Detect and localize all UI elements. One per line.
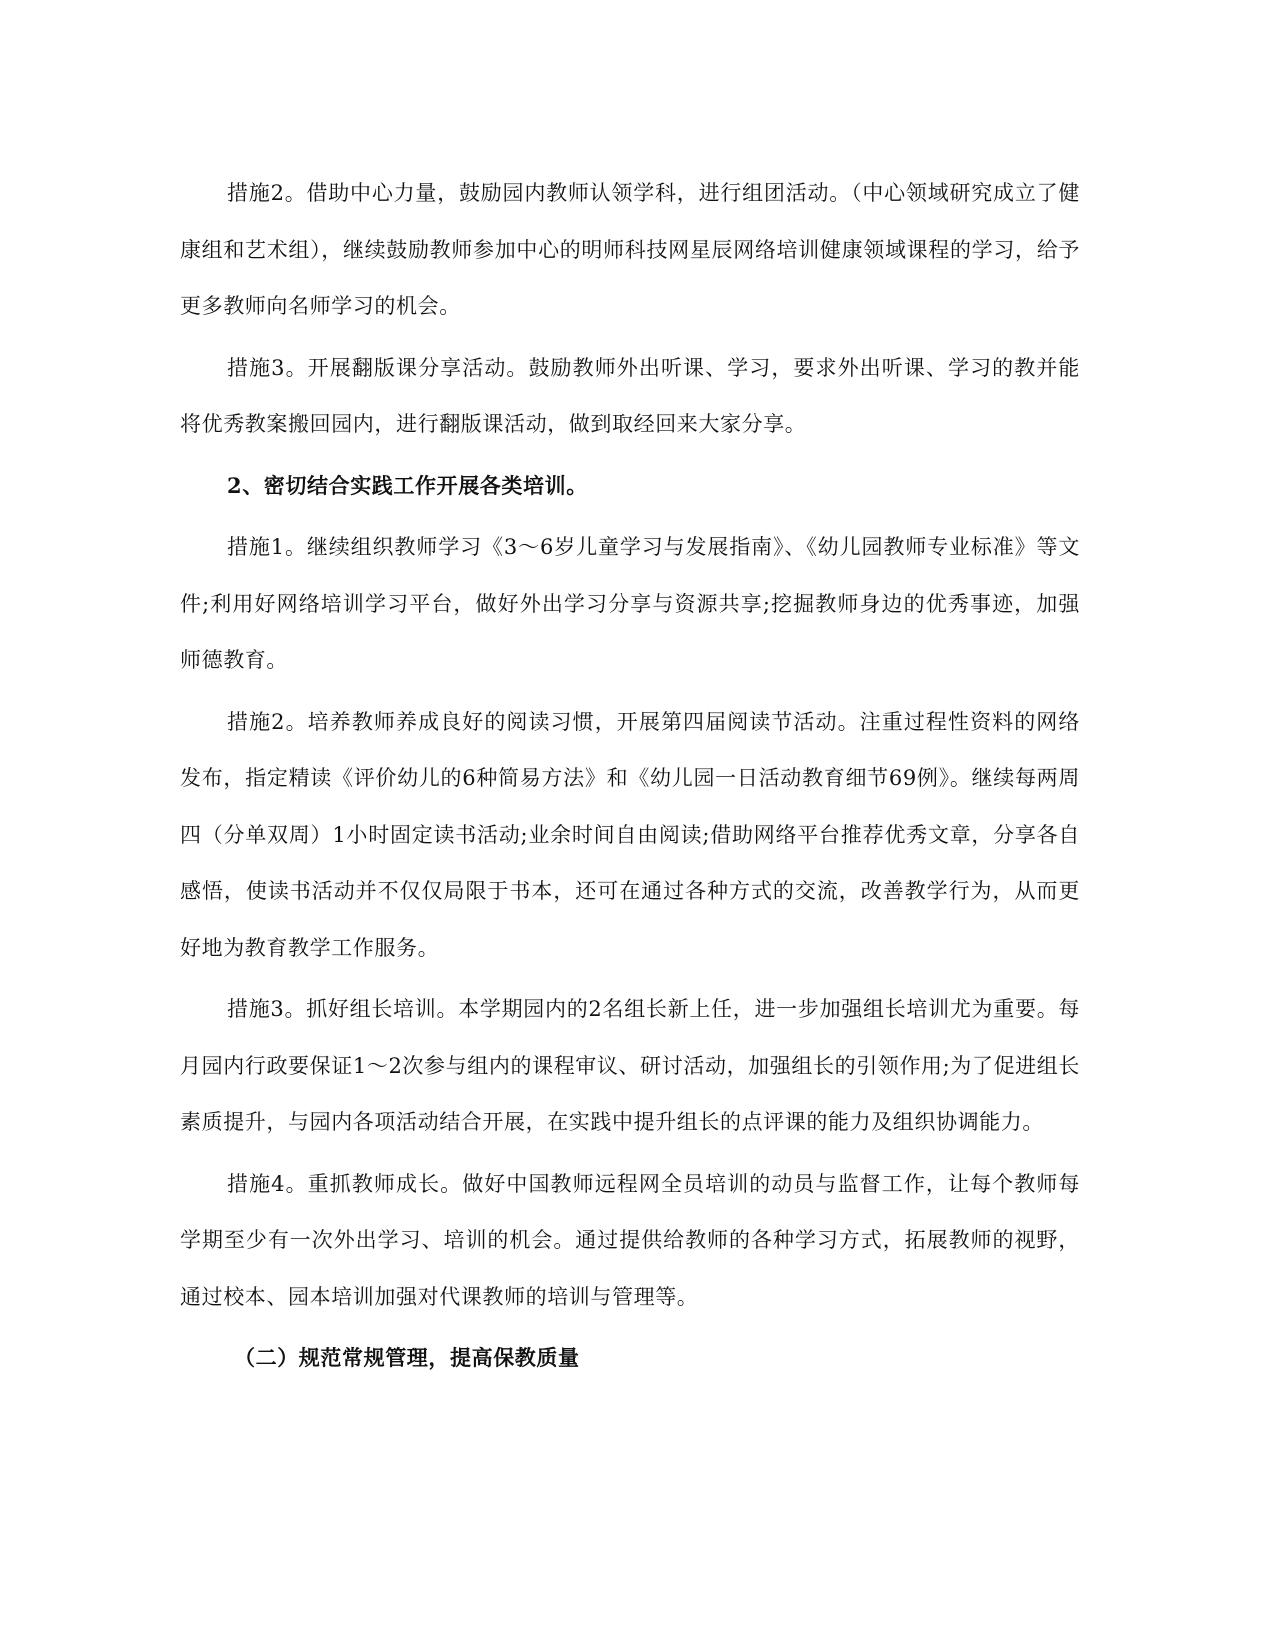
paragraph-measure-4-teacher-growth: 措施4。重抓教师成长。做好中国教师远程网全员培训的动员与监督工作，让每个教师每学期至少有一次外出学习、培训的机会。通过提供给教师的各种学习方式，拓展教师的视野，通过校本、园本培训加强对代课教师的培训与管理等。	[180, 1171, 1080, 1309]
heading-practice-training: 2、密切结合实践工作开展各类培训。	[227, 472, 588, 498]
section-heading-routine-management: （二）规范常规管理，提高保教质量	[234, 1345, 580, 1370]
paragraph-measure-3-flipped-class: 措施3。开展翻版课分享活动。鼓励教师外出听课、学习，要求外出听课、学习的教并能将优秀教案搬回园内，进行翻版课活动，做到取经回来大家分享。	[180, 355, 1080, 436]
document-body	[180, 165, 1080, 1387]
paragraph-measure-2-reading: 措施2。培养教师养成良好的阅读习惯，开展第四届阅读节活动。注重过程性资料的网络发布，指定精读《评价幼儿的6种简易方法》和《幼儿园一日活动教育细节69例》。继续每两周四（分单双周）1小时固定读书活动;业余时间自由阅读;借助网络平台推荐优秀文章，分享各自感悟，使读书活动并不仅仅局限于书本，还可在通过各种方式的交流，改善教学行为，从而更好地为教育教学工作服务。	[180, 709, 1080, 960]
paragraph-measure-3-group-leader: 措施3。抓好组长培训。本学期园内的2名组长新上任，进一步加强组长培训尤为重要。每月园内行政要保证1～2次参与组内的课程审议、研讨活动，加强组长的引领作用;为了促进组长素质提升，与园内各项活动结合开展，在实践中提升组长的点评课的能力及组织协调能力。	[180, 997, 1080, 1134]
paragraph-measure-1-study: 措施1。继续组织教师学习《3～6岁儿童学习与发展指南》、《幼儿园教师专业标准》等文件;利用好网络培训学习平台，做好外出学习分享与资源共享;挖掘教师身边的优秀事迹，加强师德教育。	[180, 535, 1080, 672]
paragraph-measure-2-center: 措施2。借助中心力量，鼓励园内教师认领学科，进行组团活动。（中心领域研究成立了健康组和艺术组），继续鼓励教师参加中心的明师科技网星辰网络培训健康领域课程的学习，给予更多教师向名师学习的机会。	[180, 181, 1080, 318]
